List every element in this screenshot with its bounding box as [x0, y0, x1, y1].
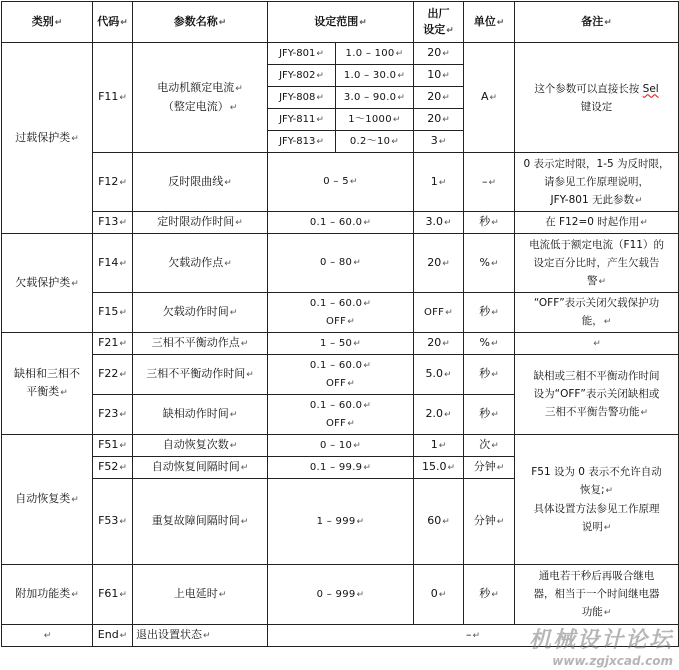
factory-f12: 1↵ — [414, 153, 464, 212]
watermark-url: www.zgjxcad.com — [552, 654, 673, 668]
range-jfy811: 1～1000↵ — [336, 109, 414, 131]
range-f61: 0 – 999↵ — [268, 565, 414, 625]
remark-f13: 在 F12=0 时起作用↵ — [515, 212, 679, 234]
range-f21: 1 – 50↵ — [268, 333, 414, 355]
remark-f14: 电流低于额定电流（F11）的 设定百分比时，产生欠载告 警↵ — [515, 234, 679, 293]
unit-f23: 秒↵ — [464, 395, 515, 435]
param-f14: 欠载动作点↵ — [133, 234, 268, 293]
range-f13: 0.1 – 60.0↵ — [268, 212, 414, 234]
factory-f22: 5.0↵ — [414, 355, 464, 395]
factory-f53: 60↵ — [414, 479, 464, 565]
unit-f53: 分钟↵ — [464, 479, 515, 565]
factory-jfy801: 20↵ — [414, 43, 464, 65]
code-f14: F14↵ — [93, 234, 133, 293]
table-row — [2, 153, 679, 212]
model-jfy802: JFY-802↵ — [268, 65, 336, 87]
param-f13: 定时限动作时间↵ — [133, 212, 268, 234]
factory-jfy811: 20↵ — [414, 109, 464, 131]
range-f15: 0.1 – 60.0↵ OFF↵ — [268, 293, 414, 333]
header-category: 类别↵ — [2, 2, 93, 43]
category-autoreset: 自动恢复类↵ — [2, 435, 93, 565]
value-end: –↵ — [268, 625, 679, 647]
table-row — [2, 333, 679, 355]
table-row — [2, 355, 679, 395]
param-f11: 电动机额定电流↵ （整定电流）↵ — [133, 43, 268, 153]
watermark-text: 机械设计论坛 — [528, 627, 673, 653]
model-jfy808: JFY-808↵ — [268, 87, 336, 109]
code-f15: F15↵ — [93, 293, 133, 333]
factory-f52: 15.0↵ — [414, 457, 464, 479]
factory-jfy808: 20↵ — [414, 87, 464, 109]
factory-jfy813: 3↵ — [414, 131, 464, 153]
table-row — [2, 293, 679, 333]
unit-f12: –↵ — [464, 153, 515, 212]
factory-f13: 3.0↵ — [414, 212, 464, 234]
range-f23: 0.1 – 60.0↵ OFF↵ — [268, 395, 414, 435]
code-f22: F22↵ — [93, 355, 133, 395]
table-row — [2, 435, 679, 457]
code-f23: F23↵ — [93, 395, 133, 435]
unit-f52: 分钟↵ — [464, 457, 515, 479]
category-end: ↵ — [2, 625, 93, 647]
unit-f51: 次↵ — [464, 435, 515, 457]
param-f15: 欠载动作时间↵ — [133, 293, 268, 333]
header-param: 参数名称↵ — [133, 2, 268, 43]
header-range: 设定范围↵ — [268, 2, 414, 43]
range-f52: 0.1 – 99.9↵ — [268, 457, 414, 479]
model-jfy813: JFY-813↵ — [268, 131, 336, 153]
header-unit: 单位↵ — [464, 2, 515, 43]
header-factory: 出厂 设定↵ — [414, 2, 464, 43]
unit-f22: 秒↵ — [464, 355, 515, 395]
param-f23: 缺相动作时间↵ — [133, 395, 268, 435]
code-f61: F61↵ — [93, 565, 133, 625]
header-row — [2, 2, 679, 43]
factory-f23: 2.0↵ — [414, 395, 464, 435]
code-f11: F11↵ — [93, 43, 133, 153]
code-f13: F13↵ — [93, 212, 133, 234]
category-underload: 欠载保护类↵ — [2, 234, 93, 333]
factory-f15: OFF↵ — [414, 293, 464, 333]
range-jfy808: 3.0 – 90.0↵ — [336, 87, 414, 109]
param-f12: 反时限曲线↵ — [133, 153, 268, 212]
param-end: 退出设置状态↵ — [133, 625, 268, 647]
range-f12: 0 – 5↵ — [268, 153, 414, 212]
unit-f13: 秒↵ — [464, 212, 515, 234]
param-f22: 三相不平衡动作时间↵ — [133, 355, 268, 395]
range-jfy801: 1.0 – 100↵ — [336, 43, 414, 65]
param-f52: 自动恢复间隔时间↵ — [133, 457, 268, 479]
range-jfy802: 1.0 – 30.0↵ — [336, 65, 414, 87]
remark-f15: “OFF”表示关闭欠载保护功 能，↵ — [515, 293, 679, 333]
model-jfy801: JFY-801↵ — [268, 43, 336, 65]
category-overload: 过载保护类↵ — [2, 43, 93, 234]
factory-f51: 1↵ — [414, 435, 464, 457]
header-remark: 备注↵ — [515, 2, 679, 43]
code-f21: F21↵ — [93, 333, 133, 355]
unit-f61: 秒↵ — [464, 565, 515, 625]
range-f14: 0 – 80↵ — [268, 234, 414, 293]
param-f61: 上电延时↵ — [133, 565, 268, 625]
table-row — [2, 234, 679, 293]
param-f53: 重复故障间隔时间↵ — [133, 479, 268, 565]
table-row — [2, 212, 679, 234]
remark-f21: ↵ — [515, 333, 679, 355]
remark-f61: 通电若干秒后再吸合继电 器，相当于一个时间继电器 功能↵ — [515, 565, 679, 625]
code-f52: F52↵ — [93, 457, 133, 479]
remark-phase: 缺相或三相不平衡动作时间 设为“OFF”表示关闭缺相或 三相不平衡告警功能↵ — [515, 355, 679, 435]
param-f21: 三相不平衡动作点↵ — [133, 333, 268, 355]
param-f51: 自动恢复次数↵ — [133, 435, 268, 457]
range-f51: 0 – 10↵ — [268, 435, 414, 457]
category-phase: 缺相和三相不 平衡类↵ — [2, 333, 93, 435]
remark-autoreset: F51 设为 0 表示不允许自动 恢复;↵ 具体设置方法参见工作原理 说明↵ — [515, 435, 679, 565]
unit-f14: %↵ — [464, 234, 515, 293]
table-row — [2, 43, 679, 65]
parameter-table — [1, 1, 679, 647]
range-jfy813: 0.2～10↵ — [336, 131, 414, 153]
unit-f21: %↵ — [464, 333, 515, 355]
range-f53: 1 – 999↵ — [268, 479, 414, 565]
header-code: 代码↵ — [93, 2, 133, 43]
unit-f15: 秒↵ — [464, 293, 515, 333]
range-f22: 0.1 – 60.0↵ OFF↵ — [268, 355, 414, 395]
model-jfy811: JFY-811↵ — [268, 109, 336, 131]
table-row — [2, 625, 679, 647]
factory-f14: 20↵ — [414, 234, 464, 293]
code-f12: F12↵ — [93, 153, 133, 212]
remark-f11: 这个参数可以直接长按 Sel 键设定 — [515, 43, 679, 153]
factory-jfy802: 10↵ — [414, 65, 464, 87]
code-end: End↵ — [93, 625, 133, 647]
category-extra: 附加功能类↵ — [2, 565, 93, 625]
table-row — [2, 565, 679, 625]
factory-f21: 20↵ — [414, 333, 464, 355]
factory-f61: 0↵ — [414, 565, 464, 625]
remark-f12: 0 表示定时限，1-5 为反时限， 请参见工作原理说明， JFY-801 无此参数↵ — [515, 153, 679, 212]
unit-f11: A↵ — [464, 43, 515, 153]
code-f51: F51↵ — [93, 435, 133, 457]
code-f53: F53↵ — [93, 479, 133, 565]
